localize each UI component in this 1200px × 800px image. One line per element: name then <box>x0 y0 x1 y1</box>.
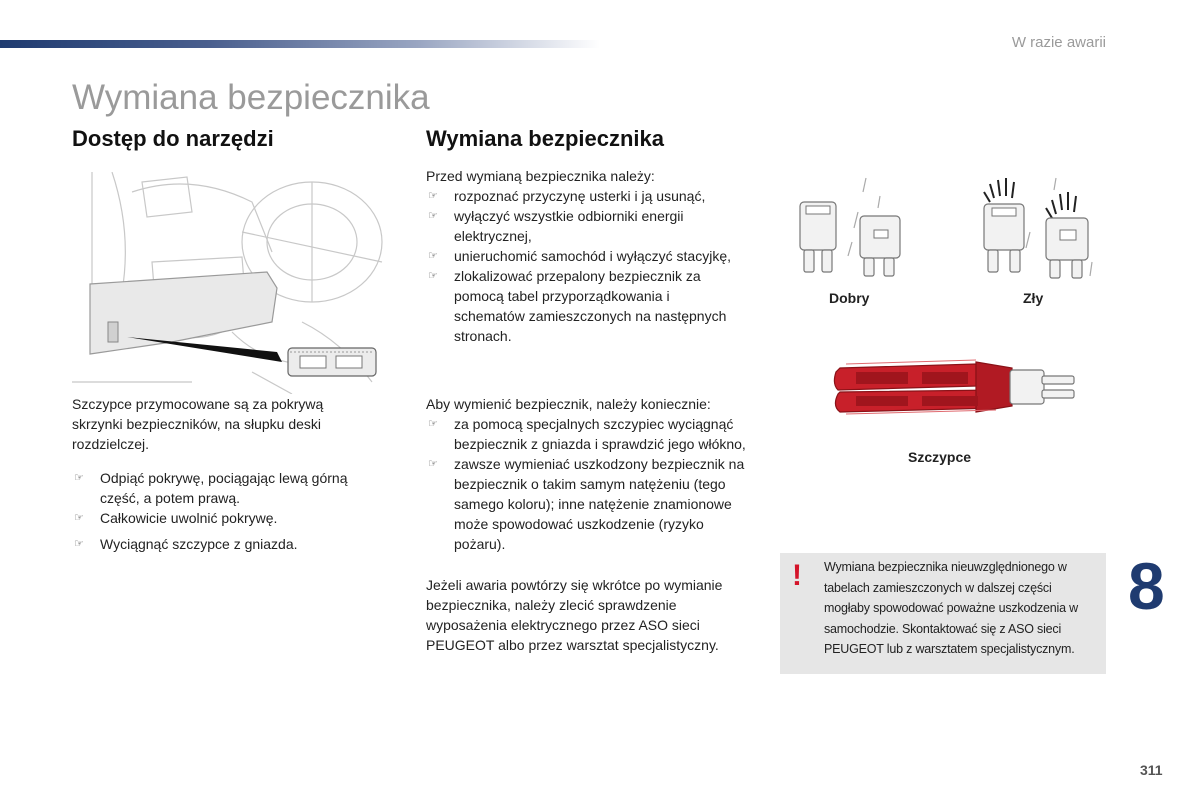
section-title: W razie awarii <box>1011 34 1106 51</box>
hand-pointer-icon: ☞ <box>428 190 438 202</box>
list-item: ☞ zawsze wymieniać uszkodzony bezpiecznik na bezpiecznik o takim samym natężeniu (tego samego koloru); inne natężenie znamionowe może spowodować uszkodzenie (ryzyko pożaru). <box>428 456 745 552</box>
list-item: ☞ zlokalizować przepalony bezpiecznik za pomocą tabel przyporządkowania i schematów zamieszczonych na następnych stronach. <box>428 268 727 344</box>
hand-pointer-icon: ☞ <box>74 512 84 524</box>
before-steps-list <box>426 186 732 346</box>
exclamation-icon: ! <box>792 559 802 592</box>
pliers-label: Szczypce <box>908 449 972 465</box>
hand-pointer-icon: ☞ <box>428 210 438 222</box>
hand-pointer-icon: ☞ <box>74 538 84 550</box>
middle-intro: Przed wymianą bezpiecznika należy: <box>426 168 655 184</box>
list-item: ☞ za pomocą specjalnych szczypiec wyciągnąć bezpiecznik z gniazda i sprawdzić jego włókno, <box>428 416 746 452</box>
list-item: ☞ Odpiąć pokrywę, pociągając lewą górną część, a potem prawą. <box>74 470 348 506</box>
list-item: ☞ rozpoznać przyczynę usterki i ją usunąć, <box>428 188 706 204</box>
left-description: Szczypce przymocowane są za pokrywą skrzynki bezpieczników, na słupku deski rozdzielczej. <box>72 396 324 452</box>
dashboard-illustration <box>72 172 398 394</box>
middle-closing: Jeżeli awaria powtórzy się wkrótce po wymianie bezpiecznika, należy zlecić sprawdzenie wyposażenia elektrycznego przez ASO sieci PEUGEOT albo przez warsztat specjalistyczny. <box>426 577 723 653</box>
left-heading: Dostęp do narzędzi <box>72 126 274 151</box>
hand-pointer-icon: ☞ <box>74 472 84 484</box>
good-fuse-illustration <box>790 172 910 284</box>
hand-pointer-icon: ☞ <box>428 270 438 282</box>
hand-pointer-icon: ☞ <box>428 250 438 262</box>
chapter-number: 8 <box>1128 549 1165 623</box>
warning-text: Wymiana bezpiecznika nieuwzględnionego w tabelach zamieszczonych w dalszej części mogłaby spowodować poważne uszkodzenia w samochodzie. Skontaktować się z ASO sieci PEUGEOT lub z warsztatem specjalistycznym. <box>824 560 1078 656</box>
hand-pointer-icon: ☞ <box>428 458 438 470</box>
page-number: 311 <box>1140 762 1163 778</box>
blown-fuse-label: Zły <box>1023 290 1044 306</box>
middle-intro2: Aby wymienić bezpiecznik, należy koniecznie: <box>426 396 711 412</box>
left-steps-list <box>72 468 382 554</box>
list-item: ☞ Wyciągnąć szczypce z gniazda. <box>74 536 298 552</box>
pliers-illustration <box>826 350 1080 426</box>
good-fuse-label: Dobry <box>829 290 870 306</box>
list-item: ☞ Całkowicie uwolnić pokrywę. <box>74 510 278 526</box>
hand-pointer-icon: ☞ <box>428 418 438 430</box>
warning-box <box>780 553 1106 674</box>
blown-fuse-illustration <box>970 172 1104 284</box>
list-item: ☞ unieruchomić samochód i wyłączyć stacyjkę, <box>428 248 731 264</box>
header-accent-bar <box>0 40 600 48</box>
middle-heading: Wymiana bezpiecznika <box>426 126 665 151</box>
page-title: Wymiana bezpiecznika <box>72 78 430 117</box>
replace-steps-list <box>426 414 752 554</box>
list-item: ☞ wyłączyć wszystkie odbiorniki energii elektrycznej, <box>428 208 684 244</box>
